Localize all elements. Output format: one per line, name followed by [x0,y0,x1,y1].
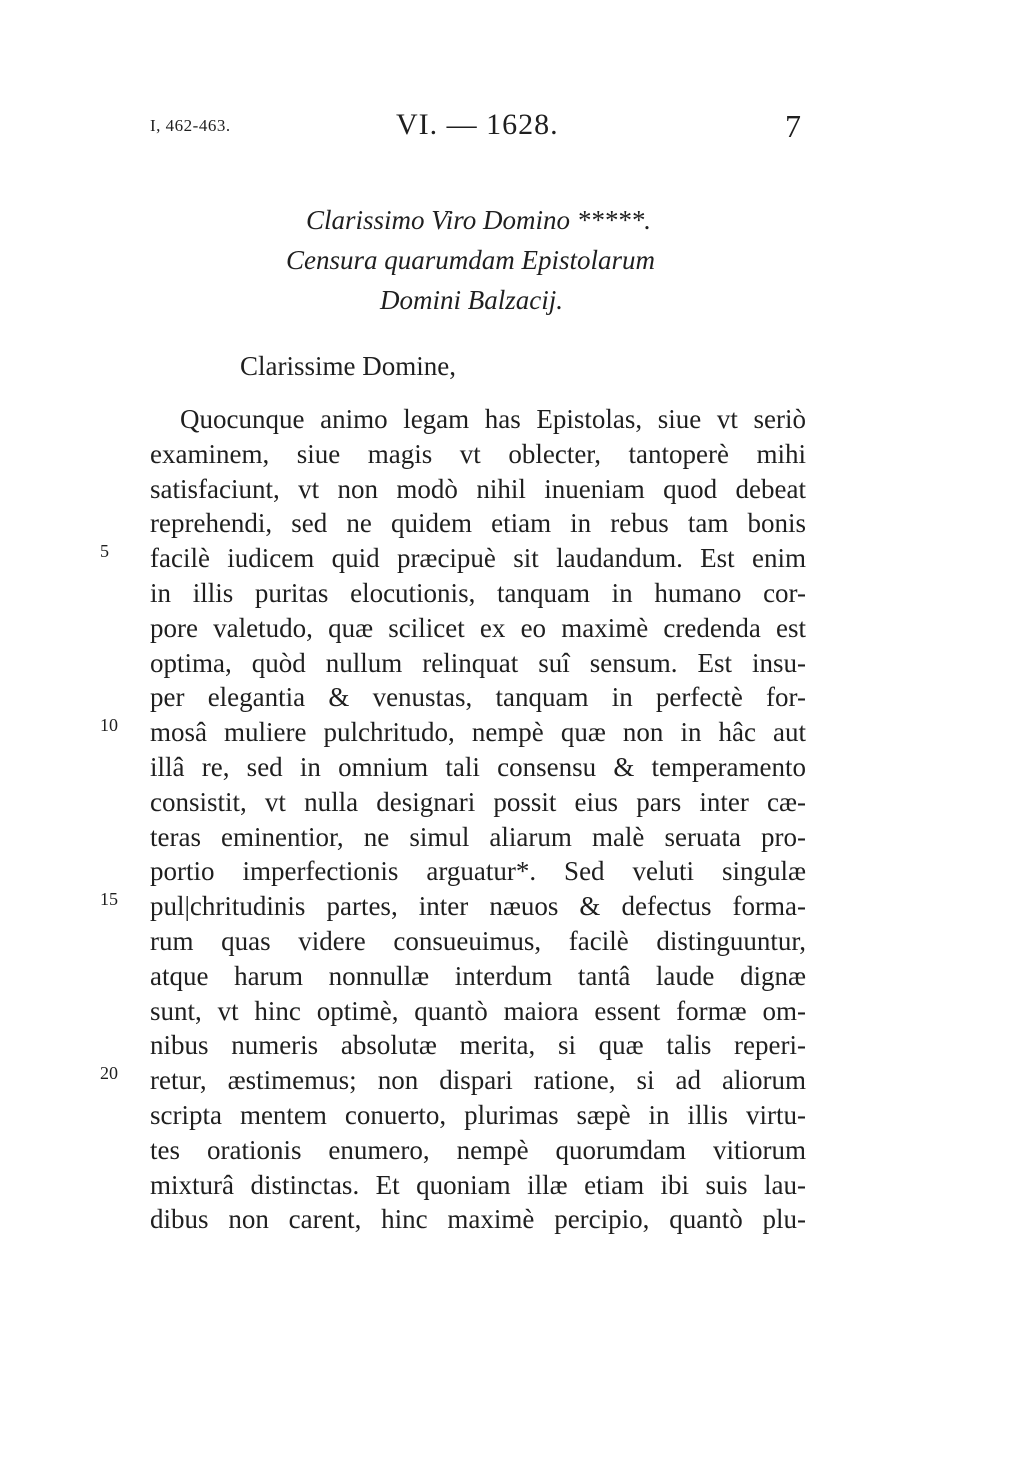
body-line: per elegantia & venustas, tanquam in perfectè for- [150,682,806,713]
letter-title [0,200,1024,320]
line-number-5: 5 [100,541,109,561]
body-line: tes orationis enumero, nempè quorumdam vitiorum [150,1134,806,1165]
body-line: satisfaciunt, vt non modò nihil inueniam quod debeat [150,473,806,504]
body-line: dibus non carent, hinc maximè percipio, quantò plu- [150,1204,806,1235]
body-line: pore valetudo, quæ scilicet ex eo maximè credenda est [150,612,806,643]
body-line: pul|chritudinis partes, inter næuos & defectus forma- [150,891,806,922]
title-line-addressee: Clarissimo Viro Domino *****. [306,205,652,235]
body-line: teras eminentior, ne simul aliarum malè seruata pro- [150,821,806,852]
page-number: 7 [785,108,801,144]
body-line: nibus numeris absolutæ merita, si quæ talis reperi- [150,1030,806,1061]
body-line: in illis puritas elocutionis, tanquam in humano cor- [150,577,806,608]
header-reference: I, 462-463. [150,116,231,135]
body-line: facilè iudicem quid præcipuè sit laudandum. Est enim [150,543,806,574]
line-number-15: 15 [100,889,118,909]
title-line-subject: Censura quarumdam Epistolarum [286,245,656,275]
line-number-10: 10 [100,715,118,735]
letter-body [150,402,806,1237]
body-line: rum quas videre consueuimus, facilè distinguuntur, [150,925,806,956]
body-line: retur, æstimemus; non dispari ratione, si ad aliorum [150,1065,806,1096]
body-line: optima, quòd nullum relinquat suî sensum. Est insu- [150,647,806,678]
body-line: sunt, vt hinc optimè, quantò maiora essent formæ om- [150,995,806,1026]
body-line: examinem, siue magis vt oblecter, tantoperè mihi [150,438,806,469]
body-line: atque harum nonnullæ interdum tantâ laude dignæ [150,960,806,991]
body-line: mosâ muliere pulchritudo, nempè quæ non in hâc aut [150,717,806,748]
line-number-20: 20 [100,1063,118,1083]
body-line: Quocunque animo legam has Epistolas, siue vt seriò [180,404,806,434]
body-line: portio imperfectionis arguatur*. Sed veluti singulæ [150,856,806,887]
title-line-author: Domini Balzacij. [380,285,563,315]
body-line: mixturâ distinctas. Et quoniam illæ etiam ibi suis lau- [150,1169,806,1200]
body-line: illâ re, sed in omnium tali consensu & temperamento [150,751,806,782]
salutation: Clarissime Domine, [240,351,456,381]
body-line: reprehendi, sed ne quidem etiam in rebus tam bonis [150,508,806,539]
body-line: scripta mentem conuerto, plurimas sæpè in illis virtu- [150,1099,806,1130]
header-volume-year: VI. — 1628. [396,108,559,141]
body-line: consistit, vt nulla designari possit eius pars inter cæ- [150,786,806,817]
